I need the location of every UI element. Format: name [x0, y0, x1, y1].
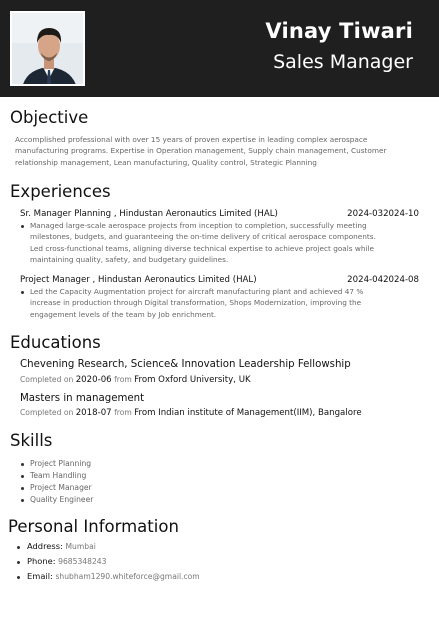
- email-value: shubham1290.whiteforce@gmail.com: [55, 572, 200, 581]
- address-value: Mumbai: [65, 542, 96, 551]
- bullet-icon: [21, 291, 24, 294]
- experience-line: increase in production through Digital transformation, Shops Modernization, improving the: [30, 298, 362, 308]
- profile-photo: [10, 11, 85, 86]
- education-date: 2018-07: [75, 408, 112, 418]
- candidate-role: Sales Manager: [273, 51, 413, 73]
- bullet-icon: [21, 487, 24, 490]
- personal-info-title: Personal Information: [8, 517, 179, 536]
- phone-label: Phone:: [27, 556, 56, 566]
- bullet-icon: [17, 546, 20, 549]
- from-label: from: [114, 408, 132, 417]
- education-date: 2020-06: [75, 375, 112, 385]
- email-row: [27, 571, 200, 581]
- experiences-title: Experiences: [10, 182, 111, 201]
- education-institution: From Oxford University, UK: [134, 375, 251, 385]
- experience-line: maintaining quality, safety, and budgetary guidelines.: [30, 255, 229, 265]
- objective-text: [15, 134, 386, 168]
- address-row: [27, 541, 96, 551]
- address-label: Address:: [27, 541, 63, 551]
- email-label: Email:: [27, 571, 53, 581]
- education-details: [20, 408, 362, 418]
- bullet-icon: [21, 463, 24, 466]
- experience-heading: Project Manager , Hindustan Aeronautics Limited (HAL): [20, 275, 257, 285]
- profile-photo-image: [12, 13, 85, 86]
- objective-line: relationship management, Lean manufacturing, Quality control, Strategic Planning: [15, 157, 317, 167]
- completed-label: Completed on: [20, 408, 74, 417]
- phone-row: [27, 556, 106, 566]
- phone-value: 9685348243: [58, 557, 107, 566]
- experience-description: [30, 286, 363, 320]
- candidate-name: Vinay Tiwari: [265, 19, 413, 43]
- educations-title: Educations: [10, 333, 101, 352]
- completed-label: Completed on: [20, 375, 74, 384]
- education-title: Masters in management: [20, 393, 145, 404]
- objective-title: Objective: [10, 108, 89, 127]
- skills-title: Skills: [10, 431, 53, 450]
- experience-description: [30, 220, 376, 266]
- bullet-icon: [21, 475, 24, 478]
- skill-item: Team Handling: [30, 471, 87, 480]
- from-label: from: [114, 375, 132, 384]
- education-details: [20, 375, 251, 385]
- objective-line: manufacturing programs. Expertise in Operation management, Supply chain management, Customer: [15, 146, 387, 156]
- experience-date: 2024-042024-08: [347, 275, 419, 285]
- skill-item: Project Manager: [30, 483, 92, 492]
- experience-line: Led the Capacity Augmentation project for aircraft manufacturing plant and achieved 47 %: [30, 287, 364, 296]
- experience-line: engagement levels of the team by Job enrichment.: [30, 309, 217, 319]
- resume-header: [0, 0, 439, 97]
- education-title: Chevening Research, Science& Innovation Leadership Fellowship: [20, 359, 351, 370]
- bullet-icon: [17, 576, 20, 579]
- experience-line: Managed large-scale aerospace projects from inception to completion, successfully meeting: [30, 221, 367, 230]
- objective-line: Accomplished professional with over 15 years of proven expertise in leading complex aerospace: [15, 135, 368, 144]
- skill-item: Quality Engineer: [30, 495, 94, 504]
- experience-line: milestones, budgets, and guaranteeing the on-time delivery of critical aerospace components.: [30, 232, 376, 242]
- education-institution: From Indian institute of Management(IIM), Bangalore: [134, 408, 362, 418]
- experience-line: Led cross-functional teams, aligning diverse technical expertise to achieve project goals while: [30, 243, 375, 253]
- experience-date: 2024-032024-10: [347, 209, 419, 219]
- bullet-icon: [17, 561, 20, 564]
- skill-item: Project Planning: [30, 459, 92, 468]
- experience-heading: Sr. Manager Planning , Hindustan Aeronautics Limited (HAL): [20, 209, 278, 219]
- bullet-icon: [21, 499, 24, 502]
- bullet-icon: [21, 225, 24, 228]
